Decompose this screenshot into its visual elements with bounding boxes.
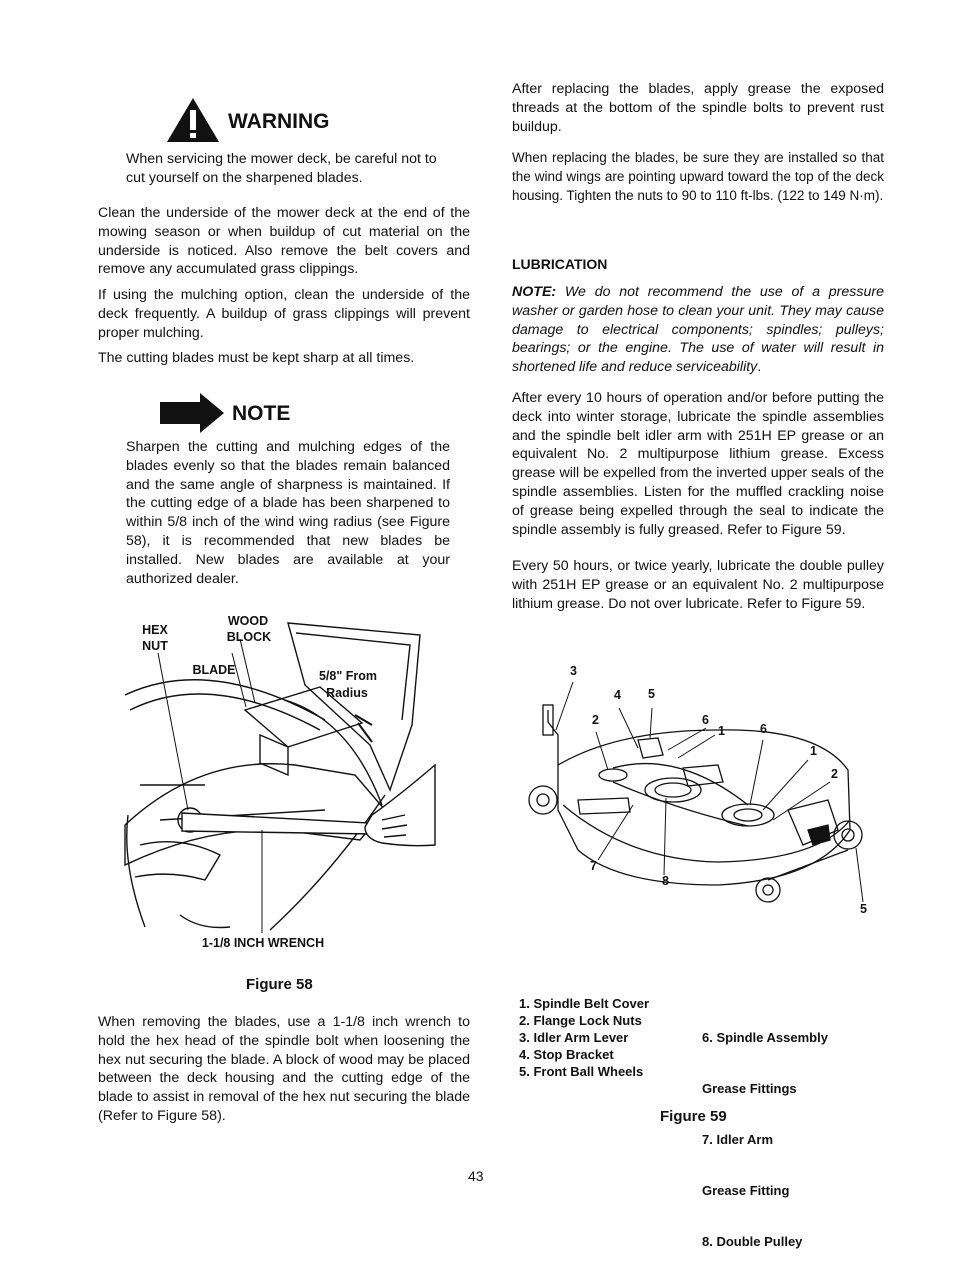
fig59-callout-6: 6	[702, 713, 709, 727]
fig59-callout-6b: 6	[760, 722, 767, 736]
figure-59-deck-illustration	[518, 680, 878, 920]
replacing-blades-paragraph: When replacing the blades, be sure they are installed so that the wind wings are pointing upward toward the top of the deck housing. Tighten the nuts to 90 to 110 ft-lbs. (122 to 149 N·m).	[512, 150, 884, 203]
figure-59-caption: Figure 59	[660, 1108, 727, 1125]
legend-item-5: 5. Front Ball Wheels	[519, 1064, 644, 1079]
legend-item-8: 8. Double Pulley	[702, 1234, 803, 1249]
fifty-hours-paragraph: Every 50 hours, or twice yearly, lubricate the double pulley with 251H EP grease or an equivalent No. 2 multipurpose lithium grease. Do not over lubricate. Refer to Figure 59.	[512, 558, 884, 612]
fig59-callout-1b: 1	[810, 744, 817, 758]
legend-item-3: 3. Idler Arm Lever	[519, 1030, 629, 1045]
fig59-legend-right	[702, 995, 882, 1267]
removing-blades-paragraph: When removing the blades, use a 1-1/8 inch wrench to hold the hex head of the spindle bolt when loosening the hex nut securing the blade. A block of wood may be placed between the deck housing and the cutting edge of the blade to assist in removal of the hex nut securing the blade (Refer to Figure 58).	[98, 1014, 470, 1124]
warning-triangle-icon	[165, 96, 221, 144]
blades-sharp-paragraph: The cutting blades must be kept sharp at all times.	[98, 350, 415, 366]
blade-label: BLADE	[192, 663, 236, 677]
legend-item-1: 1. Spindle Belt Cover	[519, 996, 650, 1011]
fig59-callout-5: 5	[648, 687, 655, 701]
hex-label: HEX	[142, 623, 168, 637]
legend-item-2: 2. Flange Lock Nuts	[519, 1013, 642, 1028]
warning-title: WARNING	[228, 110, 330, 133]
fig59-callout-2b: 2	[831, 767, 838, 781]
note-body: We do not recommend the use of a pressure washer or garden hose to clean your unit. They may cause damage to electrical components; spindles; pulleys; bearings; or the engine. The use of water will result in shortened life and reduce serviceability	[512, 284, 884, 376]
fig59-callout-8: 8	[662, 874, 669, 888]
lubrication-heading: LUBRICATION	[512, 256, 608, 272]
five-eighths-label: 5/8" From	[318, 669, 378, 683]
legend-item-6: 6. Spindle Assembly	[702, 1030, 828, 1045]
note-end: .	[757, 359, 762, 376]
legend-item-4: 4. Stop Bracket	[519, 1047, 614, 1062]
clean-deck-paragraph: Clean the underside of the mower deck at the end of the mowing season or when buildup of cut material on the underside is noticed. Also remove the belt covers and remove any accumulated grass clippings.	[98, 205, 470, 278]
block-label: BLOCK	[226, 630, 272, 644]
note-title: NOTE	[232, 402, 291, 425]
fig59-callout-7: 7	[590, 859, 597, 873]
radius-label: Radius	[326, 686, 368, 700]
wood-label: WOOD	[227, 614, 269, 628]
fig59-legend-left	[519, 995, 699, 1080]
ten-hours-paragraph: After every 10 hours of operation and/or before putting the deck into winter storage, lubricate the spindle assemblies and the spindle belt idler arm with 251H EP grease or an equivalent No. 2 multipurpose lithium grease. Excess grease will be expelled from the inverted upper seals of the spindle assemblies. Listen for the muffled crackling noise of grease being expelled through the seal to indicate the spindle assembly is fully greased. Refer to Figure 59.	[512, 390, 884, 538]
note-label: NOTE:	[512, 284, 557, 300]
warning-text: When servicing the mower deck, be careful not to cut yourself on the sharpened blades.	[126, 151, 437, 186]
note-arrow-icon	[158, 392, 226, 434]
fig59-callout-3: 3	[570, 664, 577, 678]
lubrication-note	[512, 283, 884, 377]
fig59-callout-2: 2	[592, 713, 599, 727]
mulching-paragraph: If using the mulching option, clean the underside of the deck frequently. A buildup of grass clippings will prevent proper mulching.	[98, 287, 470, 341]
page-number: 43	[468, 1168, 484, 1184]
figure-58-blade-illustration	[120, 615, 440, 935]
grease-threads-paragraph: After replacing the blades, apply grease the exposed threads at the bottom of the spindle bolts to prevent rust buildup.	[512, 81, 884, 135]
legend-item-7-cont: Grease Fitting	[702, 1183, 790, 1198]
note-text: Sharpen the cutting and mulching edges of the blades evenly so that the blades remain balanced and the same angle of sharpness is maintained. If the cutting edge of a blade has been sharpened to within 5/8 inch of the wind wing radius (see Figure 58), it is recommended that new blades be installed. New blades are available at your authorized dealer.	[126, 439, 450, 587]
fig59-callout-4: 4	[614, 688, 621, 702]
nut-label: NUT	[142, 639, 168, 653]
wrench-label: 1-1/8 INCH WRENCH	[201, 936, 325, 950]
fig59-callout-5b: 5	[860, 902, 867, 916]
legend-item-7: 7. Idler Arm	[702, 1132, 774, 1147]
legend-item-6-cont: Grease Fittings	[702, 1081, 797, 1096]
fig59-callout-1: 1	[718, 724, 725, 738]
figure-58-caption: Figure 58	[246, 976, 313, 993]
